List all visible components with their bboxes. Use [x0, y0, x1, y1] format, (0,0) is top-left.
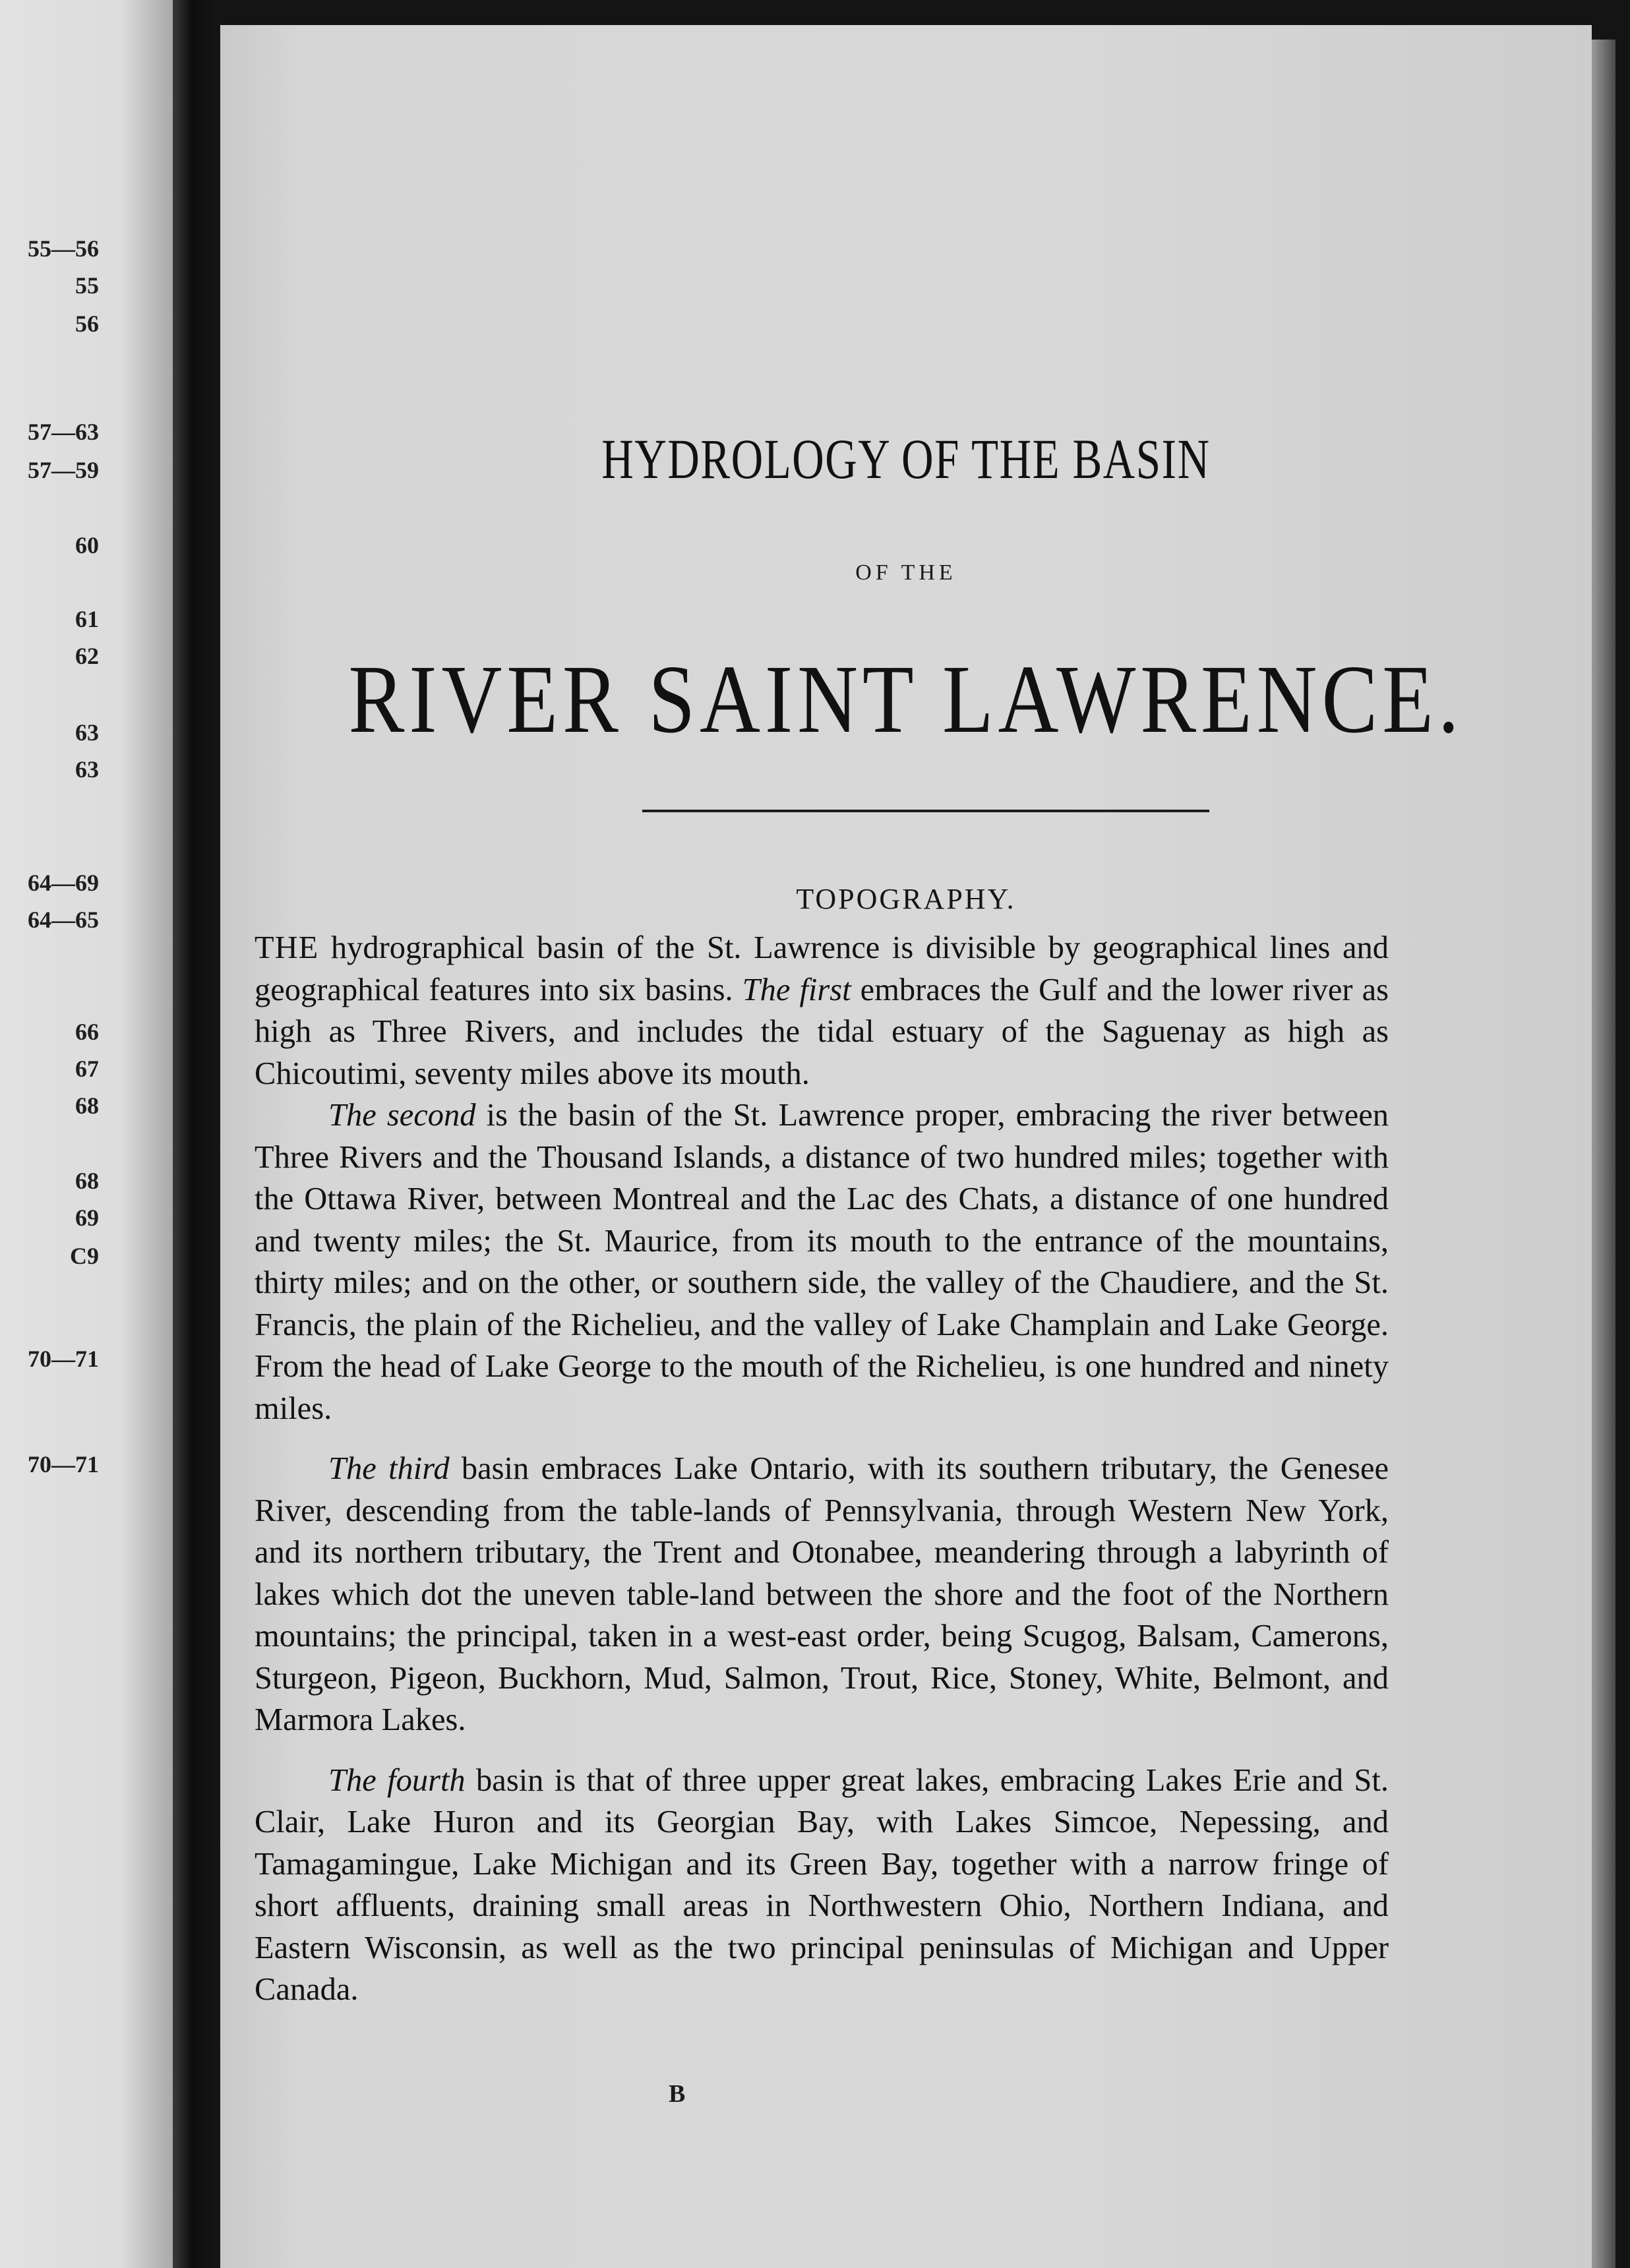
title-line-3: RIVER SAINT LAWRENCE. [348, 645, 1464, 754]
paragraph-3-italic: The third [328, 1451, 450, 1486]
title-rule [642, 810, 1209, 812]
margin-page-number: 68 [75, 1092, 99, 1119]
page-edge [1592, 40, 1615, 2268]
section-heading: TOPOGRAPHY. [796, 883, 1016, 915]
paragraph-1-text: hydrographical basin of the St. Lawrence is divisible by geographical lines and geographical features into six basins. [255, 930, 1389, 1007]
margin-page-number: 55—56 [28, 235, 99, 262]
margin-page-number: 66 [75, 1019, 99, 1045]
paragraph-1-lead: THE [255, 930, 319, 965]
paragraph-4-rest: basin is that of three upper great lakes, embracing Lakes Erie and St. Clair, Lake Huron and its Georgian Bay, with Lakes Simcoe, Nepessing, and Tamagamingue, Lake Michigan and its Green Bay, together with a narrow fringe of short affluents, draining small areas in Northwestern Ohio, Northern Indiana, and Eastern Wisconsin, as well as the two principal peninsulas of Michigan and Upper Canada. [255, 1762, 1389, 2007]
paragraph-4-italic: The fourth [328, 1762, 466, 1798]
book-page [220, 25, 1592, 2268]
margin-page-number: 56 [75, 311, 99, 337]
paragraph-3-rest: basin embraces Lake Ontario, with its southern tributary, the Genesee River, descending from the table-lands of Pennsylvania, through Western New York, and its northern tributary, the Trent and Otonabee, meandering through a labyrinth of lakes which dot the uneven table-land between the shore and the foot of the Northern mountains; the principal, taken in a west-east order, being Scugog, Balsam, Camerons, Sturgeon, Pigeon, Buckhorn, Mud, Salmon, Trout, Rice, Stoney, White, Belmont, and Marmora Lakes. [255, 1451, 1389, 1737]
margin-page-number: C9 [70, 1243, 99, 1269]
paragraph-1-italic: The first [742, 972, 851, 1007]
title-line-2: OF THE [855, 560, 957, 585]
paragraph-1-rest: embraces the Gulf and the lower river as high as Three Rivers, and includes the tidal estuary of the Saguenay as high as Chicoutimi, seventy miles above its mouth. [255, 972, 1389, 1091]
margin-page-number: 64—69 [28, 870, 99, 896]
facing-page-margin [0, 0, 173, 2268]
signature-mark: B [669, 2080, 686, 2108]
paragraph-2-italic: The second [328, 1098, 476, 1133]
paragraph-3 [255, 1448, 1389, 1741]
margin-page-number: 62 [75, 643, 99, 669]
margin-page-number: 61 [75, 606, 99, 632]
paragraph-4 [255, 1760, 1389, 2011]
margin-page-number: 55 [75, 272, 99, 299]
paragraph-2 [255, 1094, 1389, 1429]
book-gutter [173, 0, 220, 2268]
paragraph-2-rest: is the basin of the St. Lawrence proper, embracing the river between Three Rivers and the Thousand Islands, a distance of two hundred miles; together with the Ottawa River, between Montreal and the Lac des Chats, a distance of one hundred and twenty miles; the St. Maurice, from its mouth to the entrance of the mountains, thirty miles; and on the other, or southern side, the valley of the Chaudiere, and the St. Francis, the plain of the Richelieu, and the valley of Lake Champlain and Lake George. From the head of Lake George to the mouth of the Richelieu, is one hundred and ninety miles. [255, 1098, 1389, 1426]
margin-page-number: 57—63 [28, 419, 99, 445]
margin-page-number: 67 [75, 1056, 99, 1082]
margin-page-number: 57—59 [28, 457, 99, 483]
margin-page-number: 69 [75, 1205, 99, 1231]
title-line-1: HYDROLOGY OF THE BASIN [601, 427, 1211, 491]
paragraph-1 [255, 927, 1389, 1094]
margin-page-number: 63 [75, 756, 99, 783]
margin-page-number: 70—71 [28, 1451, 99, 1477]
margin-page-number: 60 [75, 532, 99, 558]
margin-page-number: 64—65 [28, 907, 99, 933]
body-text [255, 927, 1389, 2011]
margin-page-number: 68 [75, 1168, 99, 1194]
margin-page-number: 70—71 [28, 1346, 99, 1372]
margin-page-number: 63 [75, 719, 99, 746]
